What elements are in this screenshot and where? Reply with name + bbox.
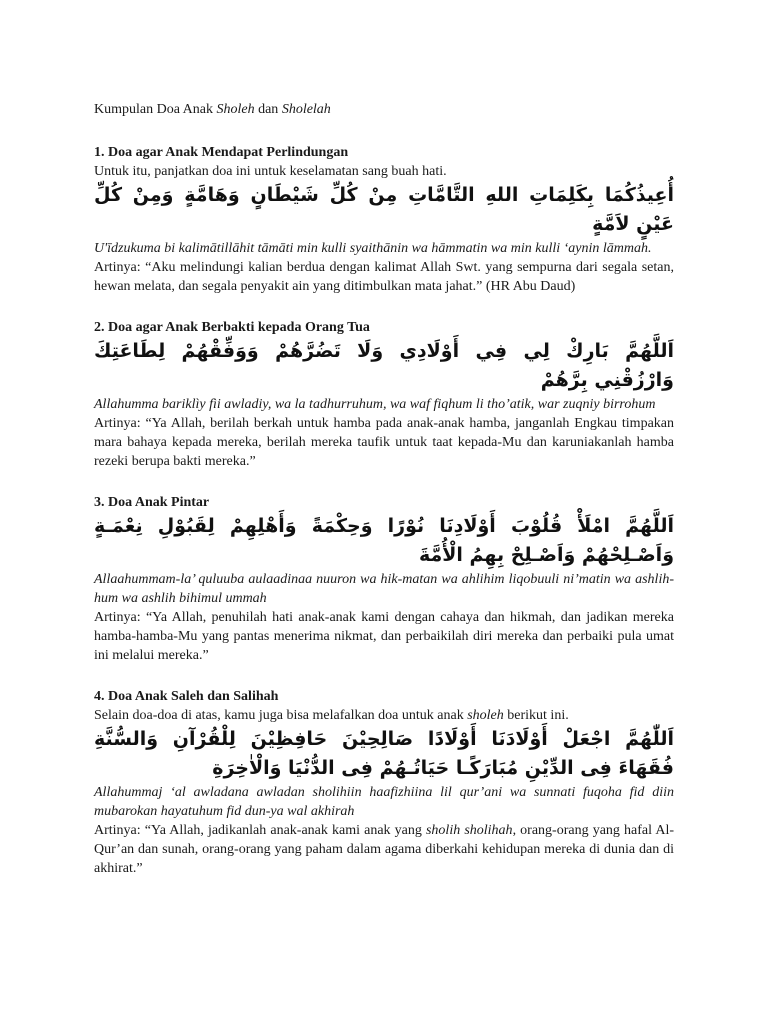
transliteration: Allahummaj ‘al awladana awladan sholihiin haafizhiina lil qur’ani wa sunnati fuqoha fid diin mubarokan hayatuhum fid dun-ya wal akhirah — [94, 785, 674, 819]
translation: Artinya: “Ya Allah, penuhilah hati anak-anak kami dengan cahaya dan hikmah, dan jadikan mereka hamba-hamba-Mu yang pantas menerima nikmat, dan perbaikilah diri mereka dan perbaiki pula umat ini melalui mereka.” — [94, 610, 674, 663]
translation: Artinya: “Ya Allah, berilah berkah untuk hamba pada anak-anak hamba, janganlah Engkau timpakan mara bahaya kepada mereka, berilah mereka taufik untuk taat kepada-Mu dan karuniakanlah hamba rezeki berupa bakti mereka.” — [94, 416, 674, 469]
section-intro: Untuk itu, panjatkan doa ini untuk keselamatan sang buah hati. — [94, 164, 447, 179]
section-heading: 1. Doa agar Anak Mendapat Perlindungan — [94, 145, 349, 160]
arabic-prayer: أُعِيذُكُمَا بِكَلِمَاتِ اللهِ التَّامَّاتِ مِنْ كُلِّ شَيْطَانٍ وَهَامَّةٍ وَمِنْ كُلِّ عَيْنٍ لاَمَّةٍ — [94, 184, 674, 235]
transliteration: Allahumma bariklìy fìi awladiy, wa la tadhurruhum, wa waf fiqhum li tho’atik, war zuqniy birrohum — [94, 397, 656, 412]
section-heading: 2. Doa agar Anak Berbakti kepada Orang Tua — [94, 320, 370, 335]
arabic-prayer: اَللّٰهُمَّ اجْعَلْ أَوْلَادَنَا أَوْلَادًا صَالِحِيْنَ حَافِظِيْنَ لِلْقُرْآنِ وَالسُّنَّةِ فُقَهَاءَ فِى الدِّيْنِ مُبَارَكًـا حَيَاتُـهُمْ فِى الدُّنْيَا وَالْاٰخِرَةِ — [94, 728, 674, 779]
section-perlindungan — [94, 143, 674, 296]
section-berbakti — [94, 318, 674, 471]
transliteration: Allaahummam-la’ quluuba aulaadinaa nuuron wa hik-matan wa ahlihim liqobuuli ni’matin wa ashlih-hum wa ashlih bihimul ummah — [94, 572, 674, 606]
arabic-prayer: اَللَّهُمَّ امْلَأْ قُلُوْبَ أَوْلَادِنَا نُوْرًا وَحِكْمَةً وَأَهْلِهِمْ لِقَبُوْلِ نِعْمَـةٍ وَاَصْـلِحْهُمْ وَاَصْـلِحْ بِهِمُ الْأُمَّةَ — [94, 515, 674, 566]
arabic-prayer: اَللَّهُمَّ بَارِكْ لِي فِي أَوْلَادِي وَلَا تَضُرَّهُمْ وَوَفِّقْهُمْ لِطَاعَتِكَ وَارْزُقْنِي بِرَّهُمْ — [94, 340, 674, 391]
translation: Artinya: “Aku melindungi kalian berdua dengan kalimat Allah Swt. yang sempurna dari segala setan, hewan melata, dan segala penyakit ain yang ditimbulkan mata jahat.” (HR Abu Daud) — [94, 260, 674, 294]
section-pintar — [94, 493, 674, 665]
document-page — [94, 100, 674, 900]
translation: Artinya: “Ya Allah, jadikanlah anak-anak kami anak yang sholih sholihah, orang-orang yang hafal Al-Qur’an dan sunah, orang-orang yang paham dalam agama diberkahi kehidupan mereka di dunia dan di akhirat.” — [94, 823, 675, 876]
section-heading: 4. Doa Anak Saleh dan Salihah — [94, 689, 279, 704]
section-intro: Selain doa-doa di atas, kamu juga bisa melafalkan doa untuk anak sholeh berikut ini. — [94, 708, 569, 723]
section-heading: 3. Doa Anak Pintar — [94, 495, 210, 510]
section-saleh-salihah — [94, 687, 674, 878]
transliteration: U'īdzukuma bi kalimātillāhit tāmāti min kulli syaithānin wa hāmmatin wa min kulli ‘aynin lāmmah. — [94, 241, 652, 256]
document-title: Kumpulan Doa Anak Sholeh dan Sholelah — [94, 102, 331, 117]
